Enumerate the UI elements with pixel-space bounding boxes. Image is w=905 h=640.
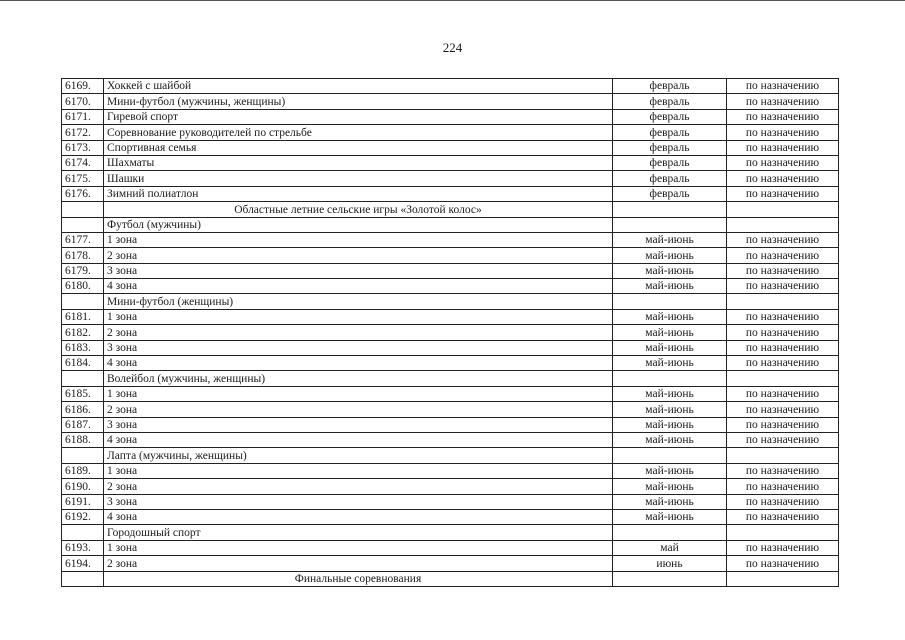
row-period: май-июнь — [613, 309, 727, 324]
schedule-table-body — [62, 79, 839, 587]
row-period: февраль — [613, 155, 727, 170]
table-row — [62, 140, 839, 155]
row-period: май-июнь — [613, 417, 727, 432]
table-row — [62, 94, 839, 109]
row-event-name: Спортивная семья — [104, 140, 613, 155]
table-row — [62, 540, 839, 555]
row-period: февраль — [613, 186, 727, 201]
row-number: 6186. — [62, 402, 104, 417]
row-event-name: Шашки — [104, 171, 613, 186]
row-event-name: 2 зона — [104, 248, 613, 263]
row-number: 6173. — [62, 140, 104, 155]
row-number-empty — [62, 294, 104, 309]
row-note: по назначению — [727, 356, 839, 371]
row-number-empty — [62, 571, 104, 586]
row-period: май-июнь — [613, 432, 727, 447]
row-period: май-июнь — [613, 386, 727, 401]
section-heading: Областные летние сельские игры «Золотой колос» — [104, 202, 613, 217]
row-number: 6185. — [62, 386, 104, 401]
row-period: май-июнь — [613, 325, 727, 340]
row-event-name: 4 зона — [104, 432, 613, 447]
row-note: по назначению — [727, 509, 839, 524]
table-row — [62, 556, 839, 571]
row-period: февраль — [613, 140, 727, 155]
row-number: 6192. — [62, 509, 104, 524]
row-number-empty — [62, 371, 104, 386]
row-number: 6181. — [62, 309, 104, 324]
row-note-empty — [727, 525, 839, 540]
row-number: 6177. — [62, 232, 104, 247]
row-number-empty — [62, 217, 104, 232]
row-period: май-июнь — [613, 463, 727, 478]
row-event-name: 2 зона — [104, 325, 613, 340]
section-heading: Финальные соревнования — [104, 571, 613, 586]
row-number: 6194. — [62, 556, 104, 571]
row-number: 6187. — [62, 417, 104, 432]
subsection-row — [62, 217, 839, 232]
row-event-name: 2 зона — [104, 479, 613, 494]
table-row — [62, 325, 839, 340]
row-event-name: 2 зона — [104, 402, 613, 417]
table-row — [62, 494, 839, 509]
row-event-name: 3 зона — [104, 263, 613, 278]
row-note: по назначению — [727, 79, 839, 94]
row-number: 6179. — [62, 263, 104, 278]
row-number: 6170. — [62, 94, 104, 109]
row-event-name: 4 зона — [104, 509, 613, 524]
section-heading-row — [62, 571, 839, 586]
row-period: май-июнь — [613, 232, 727, 247]
table-row — [62, 248, 839, 263]
row-note-empty — [727, 371, 839, 386]
table-row — [62, 402, 839, 417]
row-event-name: Хоккей с шайбой — [104, 79, 613, 94]
table-row — [62, 171, 839, 186]
row-note: по назначению — [727, 340, 839, 355]
row-note: по назначению — [727, 479, 839, 494]
row-period: май-июнь — [613, 509, 727, 524]
row-note: по назначению — [727, 109, 839, 124]
table-row — [62, 356, 839, 371]
section-heading-row — [62, 202, 839, 217]
row-event-name: 1 зона — [104, 232, 613, 247]
row-event-name: 1 зона — [104, 540, 613, 555]
row-number-empty — [62, 525, 104, 540]
table-row — [62, 109, 839, 124]
row-number: 6174. — [62, 155, 104, 170]
table-row — [62, 509, 839, 524]
table-row — [62, 432, 839, 447]
subsection-title: Волейбол (мужчины, женщины) — [104, 371, 613, 386]
subsection-title: Лапта (мужчины, женщины) — [104, 448, 613, 463]
table-row — [62, 479, 839, 494]
row-period: февраль — [613, 79, 727, 94]
row-number-empty — [62, 202, 104, 217]
row-note: по назначению — [727, 463, 839, 478]
row-period-empty — [613, 371, 727, 386]
subsection-row — [62, 448, 839, 463]
row-note-empty — [727, 217, 839, 232]
row-note: по назначению — [727, 402, 839, 417]
row-period: февраль — [613, 94, 727, 109]
row-period: май-июнь — [613, 356, 727, 371]
row-note: по назначению — [727, 556, 839, 571]
row-period: май-июнь — [613, 279, 727, 294]
subsection-row — [62, 371, 839, 386]
row-period: май-июнь — [613, 494, 727, 509]
subsection-row — [62, 294, 839, 309]
row-period: февраль — [613, 171, 727, 186]
row-period-empty — [613, 571, 727, 586]
row-number: 6191. — [62, 494, 104, 509]
row-note-empty — [727, 294, 839, 309]
row-event-name: 3 зона — [104, 417, 613, 432]
table-row — [62, 155, 839, 170]
row-number: 6172. — [62, 125, 104, 140]
subsection-title: Городошный спорт — [104, 525, 613, 540]
row-note-empty — [727, 571, 839, 586]
table-row — [62, 232, 839, 247]
table-row — [62, 340, 839, 355]
row-note: по назначению — [727, 263, 839, 278]
row-note: по назначению — [727, 232, 839, 247]
row-number: 6182. — [62, 325, 104, 340]
row-event-name: 4 зона — [104, 356, 613, 371]
row-period: май-июнь — [613, 263, 727, 278]
row-number: 6184. — [62, 356, 104, 371]
row-number: 6176. — [62, 186, 104, 201]
row-event-name: Соревнование руководителей по стрельбе — [104, 125, 613, 140]
row-event-name: 1 зона — [104, 463, 613, 478]
table-row — [62, 186, 839, 201]
row-note-empty — [727, 202, 839, 217]
row-period: февраль — [613, 125, 727, 140]
subsection-row — [62, 525, 839, 540]
row-event-name: Зимний полиатлон — [104, 186, 613, 201]
row-period: май — [613, 540, 727, 555]
row-note: по назначению — [727, 309, 839, 324]
row-event-name: 1 зона — [104, 309, 613, 324]
row-number: 6175. — [62, 171, 104, 186]
row-number: 6183. — [62, 340, 104, 355]
row-number: 6171. — [62, 109, 104, 124]
row-period: май-июнь — [613, 402, 727, 417]
table-row — [62, 309, 839, 324]
row-number: 6189. — [62, 463, 104, 478]
row-event-name: Мини-футбол (мужчины, женщины) — [104, 94, 613, 109]
row-period: май-июнь — [613, 479, 727, 494]
row-number: 6169. — [62, 79, 104, 94]
row-period-empty — [613, 202, 727, 217]
row-note: по назначению — [727, 248, 839, 263]
row-event-name: Шахматы — [104, 155, 613, 170]
table-row — [62, 417, 839, 432]
row-note: по назначению — [727, 140, 839, 155]
row-event-name: 3 зона — [104, 494, 613, 509]
row-event-name: 1 зона — [104, 386, 613, 401]
row-note: по назначению — [727, 417, 839, 432]
table-row — [62, 125, 839, 140]
row-note: по назначению — [727, 125, 839, 140]
row-note: по назначению — [727, 186, 839, 201]
subsection-title: Футбол (мужчины) — [104, 217, 613, 232]
page-number: 224 — [442, 40, 463, 55]
row-event-name: 3 зона — [104, 340, 613, 355]
row-note: по назначению — [727, 325, 839, 340]
row-period: февраль — [613, 109, 727, 124]
row-number-empty — [62, 448, 104, 463]
row-note: по назначению — [727, 494, 839, 509]
table-row — [62, 79, 839, 94]
row-period-empty — [613, 448, 727, 463]
row-note: по назначению — [727, 94, 839, 109]
row-period-empty — [613, 217, 727, 232]
row-period: июнь — [613, 556, 727, 571]
row-event-name: Гиревой спорт — [104, 109, 613, 124]
row-number: 6180. — [62, 279, 104, 294]
row-event-name: 2 зона — [104, 556, 613, 571]
table-row — [62, 386, 839, 401]
subsection-title: Мини-футбол (женщины) — [104, 294, 613, 309]
row-number: 6188. — [62, 432, 104, 447]
schedule-table — [61, 78, 839, 587]
row-note: по назначению — [727, 279, 839, 294]
row-period: май-июнь — [613, 340, 727, 355]
row-number: 6178. — [62, 248, 104, 263]
row-period-empty — [613, 525, 727, 540]
table-row — [62, 279, 839, 294]
row-note-empty — [727, 448, 839, 463]
row-note: по назначению — [727, 540, 839, 555]
row-note: по назначению — [727, 171, 839, 186]
row-note: по назначению — [727, 155, 839, 170]
table-row — [62, 463, 839, 478]
page-top-rule — [0, 0, 905, 1]
table-row — [62, 263, 839, 278]
row-note: по назначению — [727, 432, 839, 447]
row-event-name: 4 зона — [104, 279, 613, 294]
row-number: 6193. — [62, 540, 104, 555]
row-period: май-июнь — [613, 248, 727, 263]
row-number: 6190. — [62, 479, 104, 494]
row-note: по назначению — [727, 386, 839, 401]
row-period-empty — [613, 294, 727, 309]
